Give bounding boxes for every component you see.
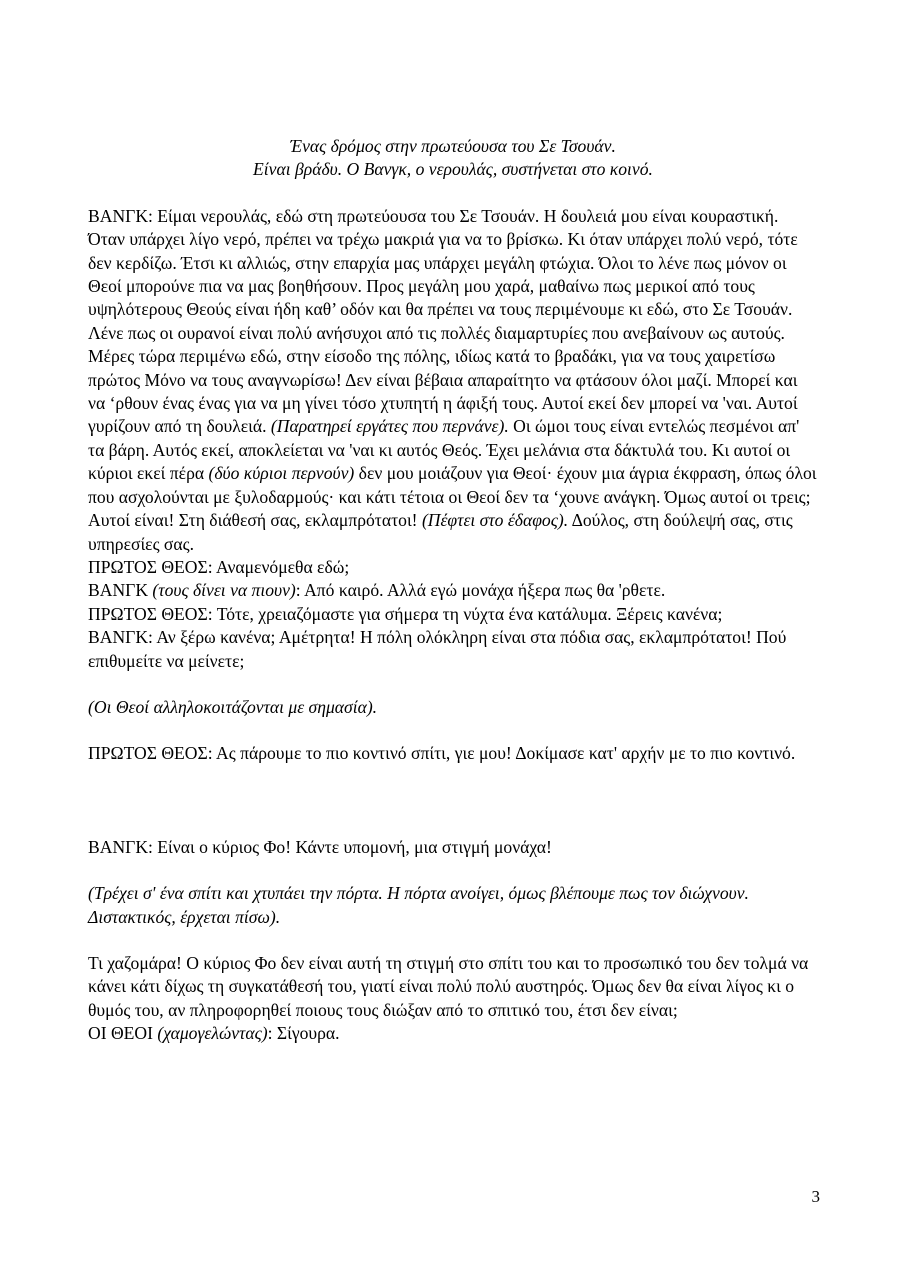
stage-direction-smiling: (χαμογελώντας) [157,1023,268,1044]
dialogue-first-god-1: ΠΡΩΤΟΣ ΘΕΟΣ: Αναμενόμεθα εδώ; [88,556,350,577]
stage-direction-gods-look: (Οι Θεοί αλληλοκοιτάζονται με σημασία). [88,696,378,717]
scene-heading [88,135,818,182]
dialogue-wang-3: ΒΑΝΓΚ: Είναι ο κύριος Φο! Κάντε υπομονή, μια στιγμή μονάχα! [88,836,552,857]
dialogue-wang-1-text: : Από καιρό. Αλλά εγώ μονάχα ήξερα πως θα 'ρθετε. [295,580,666,601]
dialogue-gods-text: : Σίγουρα. [267,1023,340,1044]
dialogue-wang-1 [88,579,818,602]
monologue-text-1: ΒΑΝΓΚ: Είμαι νερουλάς, εδώ στη πρωτεύουσα του Σε Τσουάν. Η δουλειά μου είναι κουραστική. Όταν υπάρχει λίγο νερό, πρέπει να τρέχω μακριά για να το βρίσκω. Κι όταν υπάρχει πολύ νερό, τότε δεν κερδίζω. Έτσι κι αλλιώς, στην επαρχία μας υπάρχει μεγάλη φτώχια. Όλοι το λένε πως μόνον οι Θεοί μπορούνε πια να μας βοηθήσουν. Προς μεγάλη μου χαρά, μαθαίνω πως μερικοί από τους υψηλότερους Θεούς είναι ήδη καθ’ οδόν και θα πρέπει να τους περιμένουμε κι εδώ, στο Σε Τσουάν. Λένε πως οι ουρανοί είναι πολύ ανήσυχοι από τις πολλές διαμαρτυρίες που ανεβαίνουν ως αυτούς. Μέρες τώρα περιμένω εδώ, στην είσοδο της πόλης, ιδίως κατά το βραδάκι, για να τους χαιρετίσω πρώτος Μόνο να τους αναγνωρίσω! Δεν είναι βέβαια απαραίτητο να φτάσουν όλοι μαζί. Μπορεί και να ‘ρθουν ένας ένας για να μη γίνει τόσο χτυπητή η άφιξή τους. Αυτοί εκεί δεν μπορεί να 'ναι. Αυτοί γυρίζουν από τη δουλειά. [88,205,798,437]
monologue-text-2: Οι ώμοι τους είναι εντελώς πεσμένοι απ' τα βάρη. Αυτός εκεί, αποκλείεται να 'ναι κι αυτός Θεός. Έχει μελάνια στα δάκτυλά του. Κι αυτοί οι κύριοι εκεί πέρα [88,416,800,484]
wang-monologue [88,205,818,556]
scene-heading-line-2: Είναι βράδυ. Ο Βανγκ, ο νερουλάς, συστήνεται στο κοινό. [253,159,653,180]
stage-direction-falls: (Πέφτει στο έδαφος). [421,510,569,531]
monologue-text-4: Δούλος, στη δούλεψή σας, στις υπηρεσίες σας. [88,510,793,554]
stage-direction-runs: (Τρέχει σ' ένα σπίτι και χτυπάει την πόρτα. Η πόρτα ανοίγει, όμως βλέπουμε πως τον διώχνουν. Διστακτικός, έρχεται πίσω). [88,883,749,927]
scene-heading-line-1: Ένας δρόμος στην πρωτεύουσα του Σε Τσουάν. [290,136,616,156]
dialogue-wang-2: ΒΑΝΓΚ: Αν ξέρω κανένα; Αμέτρητα! Η πόλη ολόκληρη είναι στα πόδια σας, εκλαμπρότατοι! Πού επιθυμείτε να μείνετε; [88,627,787,671]
stage-direction-workers: (Παρατηρεί εργάτες που περνάνε). [270,416,509,437]
stage-direction-two-gentlemen: (δύο κύριοι περνούν) [208,463,355,484]
dialogue-first-god-2: ΠΡΩΤΟΣ ΘΕΟΣ: Τότε, χρειαζόμαστε για σήμερα τη νύχτα ένα κατάλυμα. Ξέρεις κανένα; [88,603,723,624]
dialogue-gods [88,1022,818,1045]
wang-final-speech: Τι χαζομάρα! Ο κύριος Φο δεν είναι αυτή τη στιγμή στο σπίτι του και το προσωπικό του δεν τολμά να κάνει κάτι δίχως τη συγκατάθεσή του, γιατί είναι πολύ πολύ αυστηρός. Όμως δεν θα είναι λίγος κι ο θυμός του, αν πληροφορηθεί ποιους τους διώξαν από το σπιτικό του, έτσι δεν είναι; [88,952,809,1020]
page-number: 3 [811,1187,820,1206]
dialogue-first-god-3: ΠΡΩΤΟΣ ΘΕΟΣ: Ας πάρουμε το πιο κοντινό σπίτι, γιε μου! Δοκίμασε κατ' αρχήν με το πιο κοντινό. [88,743,796,764]
speaker-wang: ΒΑΝΓΚ [88,580,153,601]
stage-direction-drink: (τους δίνει να πιουν) [152,580,296,601]
document-page [88,135,818,1046]
speaker-gods: ΟΙ ΘΕΟΙ [88,1023,158,1044]
monologue-text-3: δεν μου μοιάζουν για Θεοί· έχουν μια άγρια έκφραση, όπως όλοι που ασχολούνται με ξυλοδαρμούς· και κάτι τέτοια οι Θεοί δεν τα ‘χουνε ανάγκη. Όμως αυτοί οι τρεις; Αυτοί είναι! Στη διάθεσή σας, εκλαμπρότατοι! [88,463,817,531]
